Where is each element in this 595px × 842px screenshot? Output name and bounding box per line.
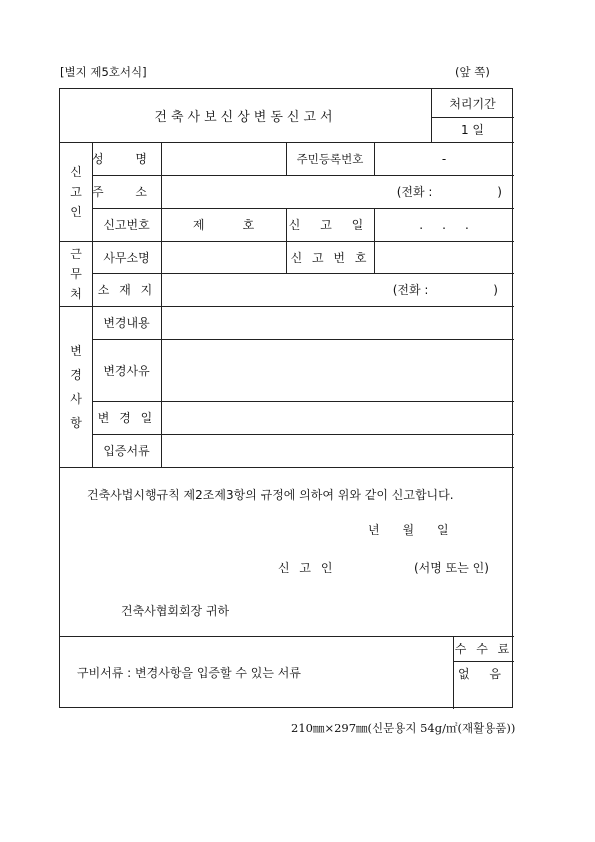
change-date-field[interactable] [161, 401, 514, 434]
required-documents: 구비서류 : 변경사항을 입증할 수 있는 서류 [77, 666, 301, 680]
change-reason-label: 변경사유 [103, 363, 150, 378]
form-title: 건축사보신상변동신고서 [154, 110, 337, 125]
report-form [59, 88, 513, 708]
address-label: 주 소 [92, 185, 161, 199]
name-field[interactable] [161, 142, 286, 175]
name-label: 성 명 [92, 152, 161, 166]
office-name-field[interactable] [161, 241, 286, 273]
office-name-label: 사무소명 [103, 250, 150, 265]
location-field[interactable]: (전화 : ) [392, 283, 498, 297]
report-no-label: 신고번호 [103, 218, 150, 232]
address-field[interactable]: (전화 : ) [396, 185, 502, 199]
workplace-section-label: 근 무 처 [70, 246, 82, 301]
resident-no-label: 주민등록번호 [296, 151, 364, 166]
report-no-field[interactable]: 제 호 [192, 218, 255, 232]
proof-documents-field[interactable] [161, 434, 514, 467]
report-date-label: 신 고 일 [288, 218, 372, 232]
change-content-label: 변경내용 [103, 316, 150, 330]
reporter-section-label: 신 고 인 [70, 164, 82, 219]
processing-period-value: 1 일 [460, 123, 485, 137]
addressee: 건축사협회회장 귀하 [121, 604, 230, 618]
proof-documents-label: 입증서류 [103, 444, 150, 458]
fee-value: 없 음 [458, 667, 509, 681]
declaration-statement: 건축사법시행규칙 제2조제3항의 규정에 의하여 위와 같이 신고합니다. [87, 488, 454, 502]
change-content-field[interactable] [161, 306, 514, 339]
fee-label: 수 수 료 [454, 642, 513, 656]
change-date-label: 변 경 일 [97, 411, 156, 425]
signature-label: (서명 또는 인) [414, 561, 489, 575]
changes-section-label: 변 경 사 항 [70, 343, 82, 430]
workplace-report-no-label: 신 고 번 호 [290, 250, 370, 265]
declarant-label: 신 고 인 [278, 561, 336, 575]
change-reason-field[interactable] [161, 339, 514, 401]
page-side-label: (앞 쪽) [455, 65, 490, 79]
declaration-date[interactable]: 년 월 일 [368, 523, 449, 537]
report-date-field[interactable]: . . . [419, 217, 469, 232]
location-label: 소 재 지 [97, 283, 156, 297]
workplace-report-no-field[interactable] [374, 241, 514, 273]
resident-no-field[interactable]: - [441, 151, 447, 166]
processing-period-label: 처리기간 [449, 96, 496, 111]
paper-spec: 210㎜×297㎜(신문용지 54g/㎡(재활용품)) [291, 721, 516, 735]
form-number: [별지 제5호서식] [60, 65, 147, 79]
